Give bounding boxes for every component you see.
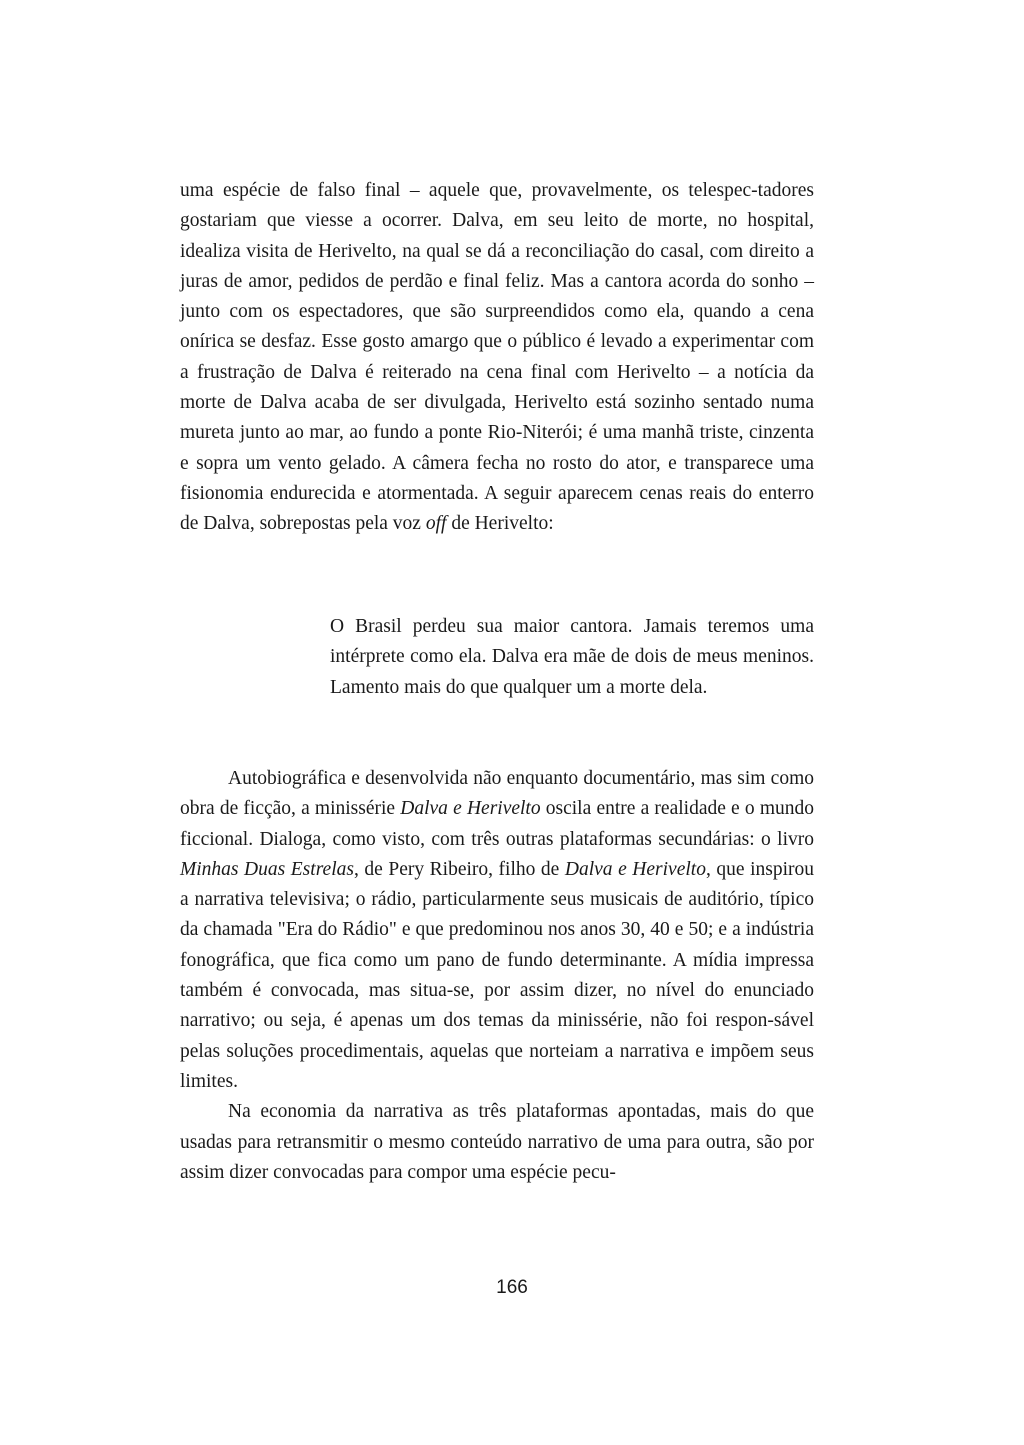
intro-text-end: de Herivelto: [446,513,554,535]
paragraph-economia [180,1097,814,1188]
paragraph-continued [180,176,814,540]
para-text: oscila entre a realidade e o mundo ficcional. Dialoga, como visto, com três outras plataformas secundárias: o livro [180,798,814,850]
italic-term-off: off [425,513,447,535]
block-quote [330,612,814,703]
quote-text: O Brasil perdeu sua maior cantora. Jamais teremos uma intérprete como ela. Dalva era mãe de dois de meus meninos. Lamento mais do que qualquer um a morte dela. [330,616,814,698]
intro-paragraph [180,176,814,540]
intro-text: uma espécie de falso final – aquele que, provavelmente, os telespec-tadores gostariam que viesse a ocorrer. Dalva, em seu leito de morte, no hospital, idealiza visita de Herivelto, na qual se dá a reconciliação do casal, com direito a juras de amor, pedidos de perdão e final feliz. Mas a cantora acorda do sonho – junto com os espectadores, que são surpreendidos como ela, quando a cena onírica se desfaz. Esse gosto amargo que o público é levado a experimentar com a frustração de Dalva é reiterado na cena final com Herivelto – a notícia da morte de Dalva acaba de ser divulgada, Herivelto está sozinho sentado numa mureta junto ao mar, ao fundo a ponte Rio-Niterói; é uma manhã triste, cinzenta e sopra um vento gelado. A câmera fecha no rosto do ator, e transparece uma fisionomia endurecida e atormentada. A seguir aparecem cenas reais do enterro de Dalva, sobrepostas pela voz [180,180,814,535]
italic-title-dalva-e-herivelto: Dalva e Herivelto [400,798,541,820]
para-text: Autobiográfica e desenvolvida não enquanto documentário, mas sim como obra de ficção, a minissérie [180,768,814,820]
italic-title-dalva-e-herivelto: Dalva e Herivelto [564,858,706,880]
para-text: , de Pery Ribeiro, filho de [353,858,565,880]
italic-title-minhas-duas-estrelas: Minhas Duas Estrelas [180,858,354,880]
para-text: Na economia da narrativa as três plataformas apontadas, mais do que usadas para retransmitir o mesmo conteúdo narrativo de uma para outra, são por assim dizer convocadas para compor uma espécie pecu- [180,1101,814,1183]
paragraph-autobiografica [180,764,814,1097]
body-section [180,764,814,1188]
page-number: 166 [496,1277,528,1298]
para-text: , que inspirou a narrativa televisiva; o rádio, particularmente seus musicais de auditório, típico da chamada "Era do Rádio" e que predominou nos anos 30, 40 e 50; e a indústria fonográfica, que fica como um pano de fundo determinante. A mídia impressa também é convocada, mas situa-se, por assim dizer, no nível do enunciado narrativo; ou seja, é apenas um dos temas da minissérie, não foi respon-sável pelas soluções procedimentais, aquelas que norteiam a narrativa e impõem seus limites. [180,858,814,1092]
